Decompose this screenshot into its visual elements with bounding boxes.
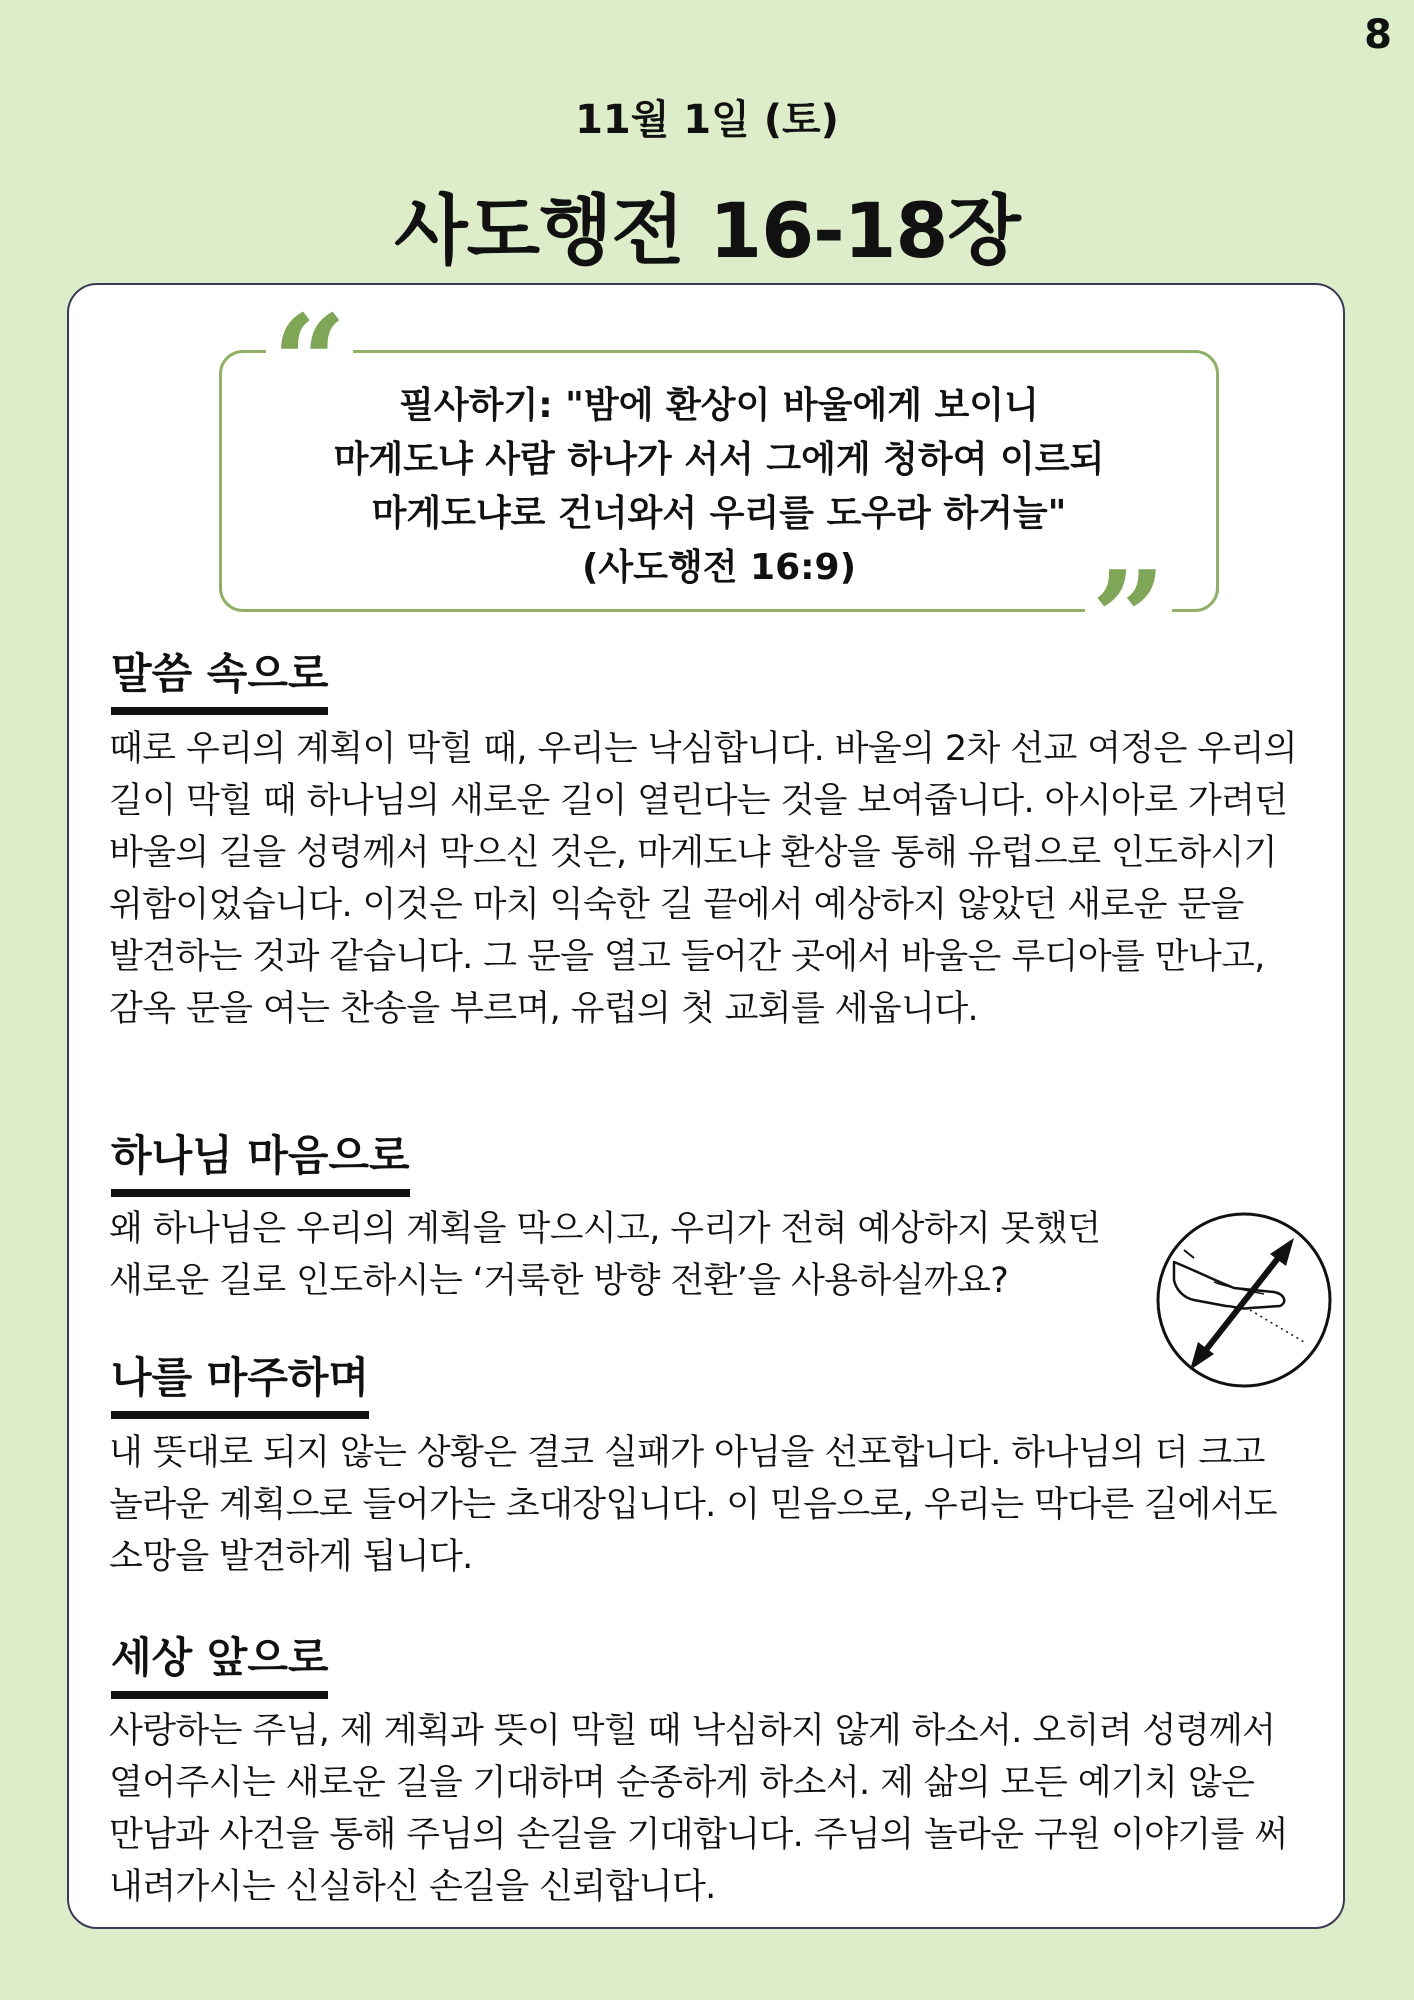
scripture-quote-text <box>222 379 1216 595</box>
quote-line: 마게도냐로 건너와서 우리를 도우라 하거늘" <box>371 493 1067 534</box>
section-body-facing-myself: 내 뜻대로 되지 않는 상황은 결코 실패가 아님을 선포합니다. 하나님의 더 크고 놀라운 계획으로 들어가는 초대장입니다. 이 믿음으로, 우리는 막다른 길에서도 소망을 발견하게 됩니다. <box>109 1433 1277 1577</box>
close-quote-icon: ” <box>1085 579 1172 649</box>
section-heading-into-word: 말씀 속으로 <box>111 641 328 715</box>
section-heading-gods-heart: 하나님 마음으로 <box>111 1123 410 1197</box>
section-body-before-world: 사랑하는 주님, 제 계획과 뜻이 막힐 때 낙심하지 않게 하소서. 오히려 성령께서 열어주시는 새로운 길을 기대하며 순종하게 하소서. 제 삶의 모든 예기치 않은 만남과 사건을 통해 주님의 손길을 기대합니다. 주님의 놀라운 구원 이야기를 써 내려가시는 신실하신 손길을 신뢰합니다. <box>109 1711 1288 1907</box>
content-card <box>67 283 1345 1929</box>
hand-direction-change-icon <box>1154 1210 1334 1390</box>
section-heading-facing-myself: 나를 마주하며 <box>111 1345 369 1419</box>
date-heading: 11월 1일 (토) <box>575 97 839 143</box>
page-number: 8 <box>1364 12 1392 58</box>
quote-reference: (사도행전 16:9) <box>581 547 857 588</box>
section-heading-before-world: 세상 앞으로 <box>111 1625 328 1699</box>
quote-line: 필사하기: "밤에 환상이 바울에게 보이니 <box>399 385 1039 426</box>
page-title: 사도행전 16-18장 <box>394 186 1020 275</box>
quote-line: 마게도냐 사람 하나가 서서 그에게 청하여 이르되 <box>333 439 1105 480</box>
scripture-quote-box <box>219 286 1219 695</box>
open-quote-icon: “ <box>266 323 353 393</box>
section-body-into-word: 때로 우리의 계획이 막힐 때, 우리는 낙심합니다. 바울의 2차 선교 여정은 우리의 길이 막힐 때 하나님의 새로운 길이 열린다는 것을 보여줍니다. 아시아로 가려던 바울의 길을 성령께서 막으신 것은, 마게도냐 환상을 통해 유럽으로 인도하시기 위함이었습니다. 이것은 마치 익숙한 길 끝에서 예상하지 않았던 새로운 문을 발견하는 것과 같습니다. 그 문을 열고 들어간 곳에서 바울은 루디아를 만나고, 감옥 문을 여는 찬송을 부르며, 유럽의 첫 교회를 세웁니다. <box>109 729 1298 1029</box>
section-body-gods-heart: 왜 하나님은 우리의 계획을 막으시고, 우리가 전혀 예상하지 못했던 새로운 길로 인도하시는 ‘거룩한 방향 전환’을 사용하실까요? <box>109 1209 1101 1301</box>
